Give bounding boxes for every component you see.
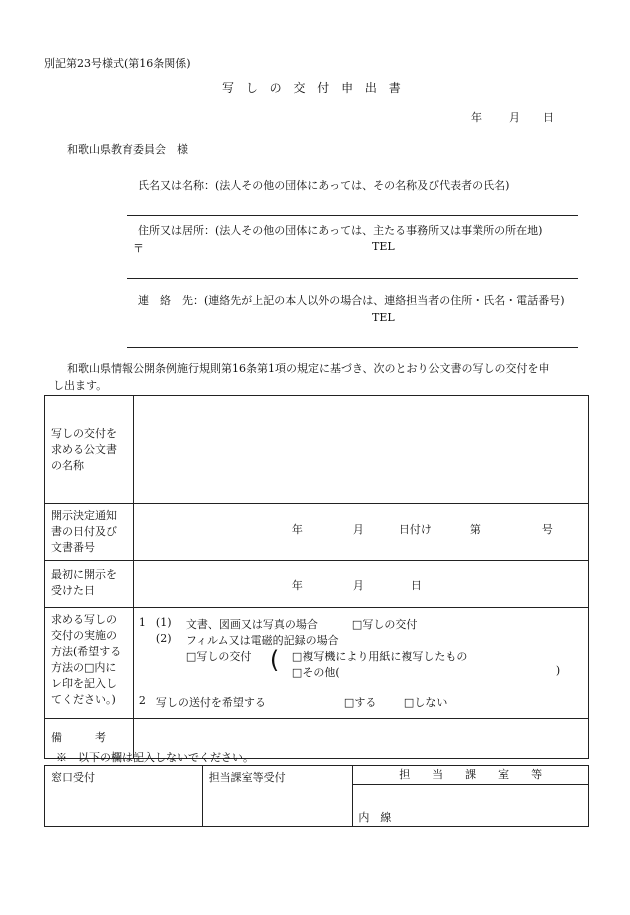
office-use-note: ※ 以下の欄は記入しないでください。 <box>56 751 254 764</box>
intro-line-1: 和歌山県情報公開条例施行規則第16条第1項の規定に基づき、次のとおり公文書の写しの交付を申 <box>67 362 550 375</box>
window-reception-cell: 窓口受付 <box>45 766 203 827</box>
notice-field[interactable] <box>133 504 588 561</box>
dept-header-cell: 担 当 課 室 等 <box>353 766 589 785</box>
notice-label: 開示決定通知書の日付及び文書番号 <box>45 504 134 561</box>
method-1b-text: フィルム又は電磁的記録の場合 <box>185 634 339 647</box>
first-disclosure-label: 最初に開示を受けた日 <box>45 561 134 608</box>
method-1b-checkbox[interactable]: □写しの交付 <box>185 650 252 663</box>
extension-cell <box>353 785 589 827</box>
method-field <box>133 608 588 719</box>
contact-label: 連 絡 先：(連絡先が上記の本人以外の場合は、連絡担当者の住所・氏名・電話番号) <box>138 294 565 307</box>
document-name-label: 写しの交付を求める公文書の名称 <box>45 396 134 504</box>
method-label: 求める写しの交付の実施の方法(希望する方法の□内にレ印を記入してください。) <box>45 608 134 719</box>
method-1a-checkbox[interactable]: □写しの交付 <box>351 618 418 631</box>
intro-line-2: し出ます。 <box>53 379 108 392</box>
notice-dated: 日付け <box>398 523 432 536</box>
copy-machine-checkbox[interactable]: □複写機により用紙に複写したもの <box>291 650 468 663</box>
office-use-table <box>44 765 589 827</box>
left-paren-icon: ( <box>269 646 280 674</box>
address-line[interactable] <box>127 278 578 279</box>
notice-year: 年 <box>291 523 303 536</box>
remarks-label: 備 考 <box>45 719 134 759</box>
first-month: 月 <box>352 579 364 592</box>
method-2-text: 写しの送付を希望する <box>155 696 266 709</box>
notice-no-suffix: 号 <box>541 523 553 536</box>
form-code: 別記第23号様式(第16条関係) <box>44 57 191 70</box>
first-disclosure-field[interactable] <box>133 561 588 608</box>
method-2-num: 2 <box>138 694 146 707</box>
first-year: 年 <box>291 579 303 592</box>
notice-month: 月 <box>352 523 364 536</box>
other-close-paren: ) <box>555 664 561 677</box>
method-1a-text: 文書、図画又は写真の場合 <box>185 618 318 631</box>
method-1b-num: (2) <box>155 632 172 645</box>
other-checkbox[interactable]: □その他( <box>291 666 340 679</box>
section-reception-cell: 担当課室等受付 <box>202 766 353 827</box>
notice-no-prefix: 第 <box>469 523 481 536</box>
tel-label-2: TEL <box>372 311 395 324</box>
request-table <box>44 395 589 759</box>
name-line[interactable] <box>127 215 578 216</box>
contact-line[interactable] <box>127 347 578 348</box>
addressee: 和歌山県教育委員会 様 <box>67 143 188 156</box>
method-1a-num: (1) <box>155 616 172 629</box>
postal-mark: 〒 <box>133 242 144 255</box>
name-label: 氏名又は名称：(法人その他の団体にあっては、その名称及び代表者の氏名) <box>138 179 510 192</box>
address-label: 住所又は居所：(法人その他の団体にあっては、主たる事務所又は事業所の所在地) <box>138 224 543 237</box>
first-day: 日 <box>410 579 422 592</box>
send-no-checkbox[interactable]: □しない <box>403 696 448 709</box>
form-title: 写 し の 交 付 申 出 書 <box>222 81 405 95</box>
date-month[interactable]: 月 <box>509 111 520 124</box>
date-day[interactable]: 日 <box>543 111 554 124</box>
tel-label-1: TEL <box>372 240 395 253</box>
send-yes-checkbox[interactable]: □する <box>343 696 377 709</box>
document-name-field[interactable] <box>133 396 588 504</box>
date-year[interactable]: 年 <box>471 111 482 124</box>
method-1-num: 1 <box>138 616 146 629</box>
extension-label: 内 線 <box>358 811 392 824</box>
